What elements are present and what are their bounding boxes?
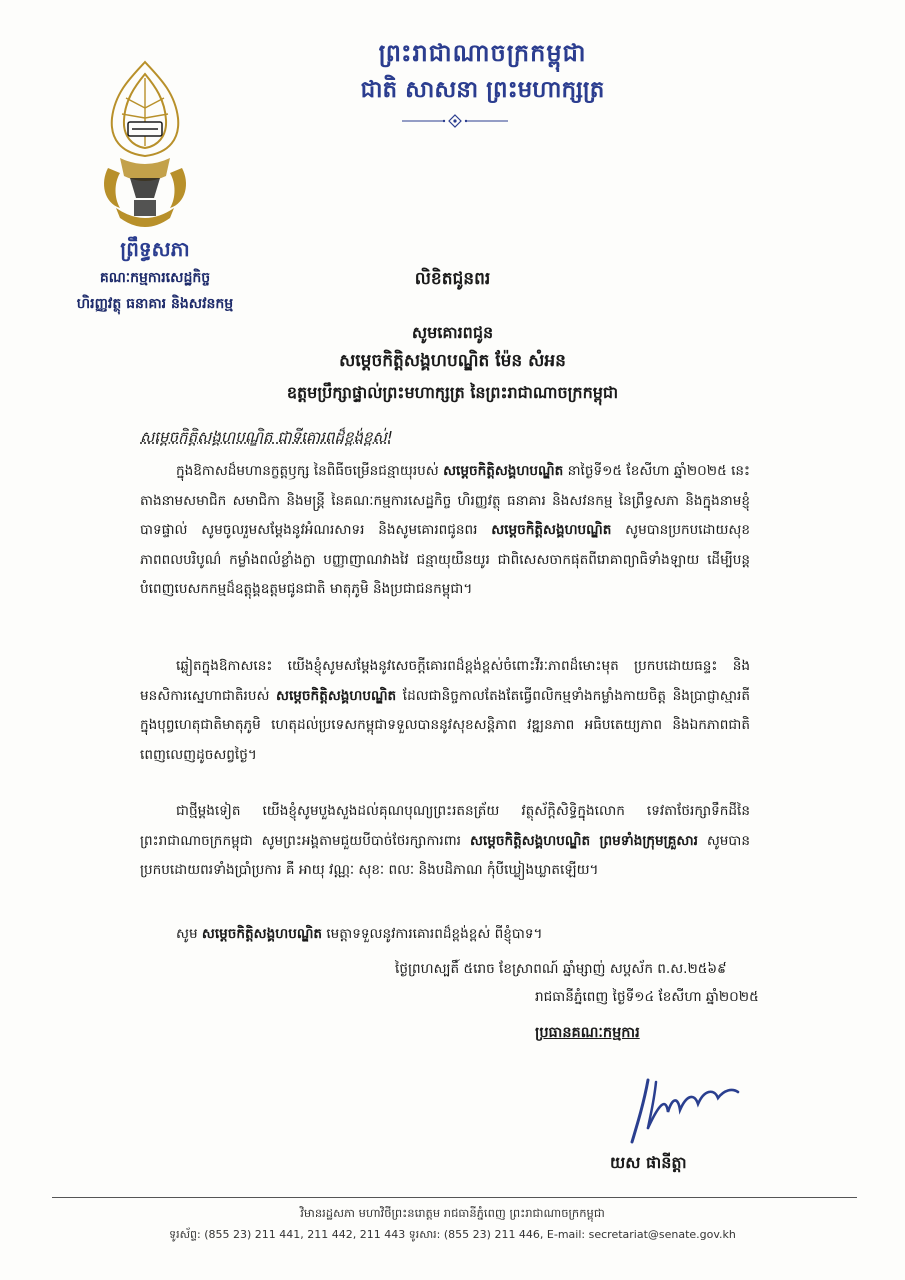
p2-text-a: ឆ្លៀតក្នុងឱកាសនេះ យើងខ្ញុំសូមសម្តែងនូវសេចក្តីគោរពដ៏ខ្ពង់ខ្ពស់ចំពោះវីរៈភាពដ៏មោះមុត ប្រកបដោយធន្ទះ និងមនសិការស្នេហាជាតិរបស់ bbox=[140, 658, 750, 704]
p1-text-e: សូមបានប្រកបដោយសុខភាពពលបរិបូណ៌ កម្លាំងពលំខ្លាំងក្លា បញ្ញាញាណវាងវៃ ជន្មាយុយឺនយូរ ជាពិសេសចាកផុតពីរោគាព្យាធិទាំងឡាយ ដើម្បីបន្តបំពេញបេសកកម្មដ៏ឧត្តុង្គឧត្តមជូនជាតិ មាតុភូមិ និងប្រជាជនកម្ពុជា។ bbox=[140, 522, 750, 598]
national-motto: ជាតិ សាសនា ព្រះមហាក្សត្រ bbox=[360, 77, 605, 103]
p4-honorific: សម្តេចកិត្តិសង្គហបណ្ឌិត bbox=[201, 926, 323, 942]
body-paragraph-3 bbox=[140, 797, 750, 886]
p1-honorific-2: សម្តេចកិត្តិសង្គហបណ្ឌិត bbox=[491, 522, 612, 539]
recipient-name: សម្តេចកិត្តិសង្គហបណ្ឌិត ម៉ែន សំអន bbox=[339, 351, 566, 371]
recipient-greeting: សូមគោរពជូន bbox=[411, 323, 494, 342]
lunar-date: ថ្ងៃព្រហស្បតិ៍ ៥រោច ខែស្រាពណ៍ ឆ្នាំម្សាញ់ សប្តស័ក ព.ស.២៥៦៩ bbox=[395, 961, 727, 977]
kingdom-title: ព្រះរាជាណាចក្រកម្ពុជា bbox=[378, 39, 587, 67]
signatory-title: ប្រធានគណៈកម្មការ bbox=[535, 1025, 640, 1041]
salutation: សម្តេចកិត្តិសង្គហបណ្ឌិត ជាទីគោរពដ៏ខ្ពង់ខ្ពស់! bbox=[140, 428, 393, 446]
footer-divider bbox=[52, 1197, 857, 1198]
p3-honorific: សម្តេចកិត្តិសង្គហបណ្ឌិត ព្រមទាំងក្រុមគ្រួសារ bbox=[469, 832, 698, 849]
commission-name-line1: គណៈកម្មការសេដ្ឋកិច្ច bbox=[99, 270, 211, 286]
signer-name: យស ផានីត្តា bbox=[610, 1153, 687, 1172]
p3-text-a: ជាថ្មីម្តងទៀត យើងខ្ញុំសូមបួងសួងដល់គុណបុណ្យព្រះរតនត្រ័យ វត្ថុស័ក្តិសិទ្ធិក្នុងលោក ទេវតាថែរក្សាទឹកដីនៃព្រះរាជាណាចក្រកម្ពុជា សូមព្រះអង្គតាមជួយបីបាច់ថែរក្សាការពារ bbox=[140, 803, 750, 849]
footer-address: វិមានរដ្ឋសភា មហាវិថីព្រះនរោត្តម រាជធានីភ្នំពេញ ព្រះរាជាណាចក្រកម្ពុជា bbox=[300, 1206, 605, 1220]
footer-contacts: ទូរស័ព្ទ: (855 23) 211 441, 211 442, 211 443 ទូរសារ: (855 23) 211 446, E-mail: secretariat@senate.gov.kh bbox=[169, 1228, 736, 1241]
body-paragraph-2 bbox=[140, 652, 750, 770]
p1-text-a: ក្នុងឱកាសដ៏មហានក្ខត្តឫក្ស នៃពិធីចម្រើនជន្មាយុរបស់ bbox=[176, 463, 444, 479]
divider-ornament-icon bbox=[400, 114, 510, 128]
solar-date: រាជធានីភ្នំពេញ ថ្ងៃទី១៤ ខែសីហា ឆ្នាំ២០២៥ bbox=[535, 989, 759, 1005]
p1-text-c: នាថ្ងៃទី១៥ ខែសីហា ឆ្នាំ២០២៥ នេះ តាងនាមសមាជិក សមាជិកា និងមន្ត្រី នៃគណៈកម្មការសេដ្ឋកិច្ច ហិរញ្ញវត្ថុ ធនាគារ និងសវនកម្ម នៃព្រឹទ្ធសភា និងក្នុងនាមខ្ញុំបាទផ្ទាល់ សូមចូលរួមសម្តែងនូវអំណរសាទរ និងសូមគោរពជូនពរ bbox=[140, 463, 750, 539]
senate-emblem-icon bbox=[90, 58, 200, 238]
document-type: លិខិតជូនពរ bbox=[414, 269, 491, 289]
p2-honorific: សម្តេចកិត្តិសង្គហបណ្ឌិត bbox=[276, 687, 397, 704]
p3-text-c: សូមបានប្រកបដោយពរទាំងប្រាំប្រការ គឺ អាយុ វណ្ណៈ សុខៈ ពលៈ និងបដិភាណ កុំបីឃ្លៀងឃ្លាតឡើយ។ bbox=[140, 832, 751, 879]
handwritten-signature-icon bbox=[620, 1062, 750, 1152]
p1-honorific: សម្តេចកិត្តិសង្គហបណ្ឌិត bbox=[443, 463, 564, 479]
senate-name: ព្រឹទ្ធសភា bbox=[120, 237, 190, 261]
p2-text-c: ដែលជានិច្ចកាលតែងតែធ្វើពលិកម្មទាំងកម្លាំងកាយចិត្ត និងប្រាជ្ញាស្មារតីក្នុងបុព្វហេតុជាតិមាតុភូមិ ហេតុដល់ប្រទេសកម្ពុជាទទួលបាននូវសុខសន្តិភាព វឌ្ឍនភាព អធិបតេយ្យភាព និងឯកភាពជាតិពេញលេញដូចសព្វថ្ងៃ។ bbox=[140, 687, 750, 763]
p4-text-c: មេត្តាទទួលនូវការគោរពដ៏ខ្ពង់ខ្ពស់ ពីខ្ញុំបាទ។ bbox=[322, 926, 543, 942]
body-paragraph-4 bbox=[140, 920, 750, 950]
body-paragraph-1 bbox=[140, 457, 750, 605]
p4-text-a: សូម bbox=[176, 926, 202, 942]
commission-name-line2: ហិរញ្ញវត្ថុ ធនាគារ និងសវនកម្ម bbox=[76, 296, 234, 312]
recipient-title: ឧត្តមប្រឹក្សាផ្ទាល់ព្រះមហាក្សត្រ នៃព្រះរាជាណាចក្រកម្ពុជា bbox=[286, 383, 619, 402]
